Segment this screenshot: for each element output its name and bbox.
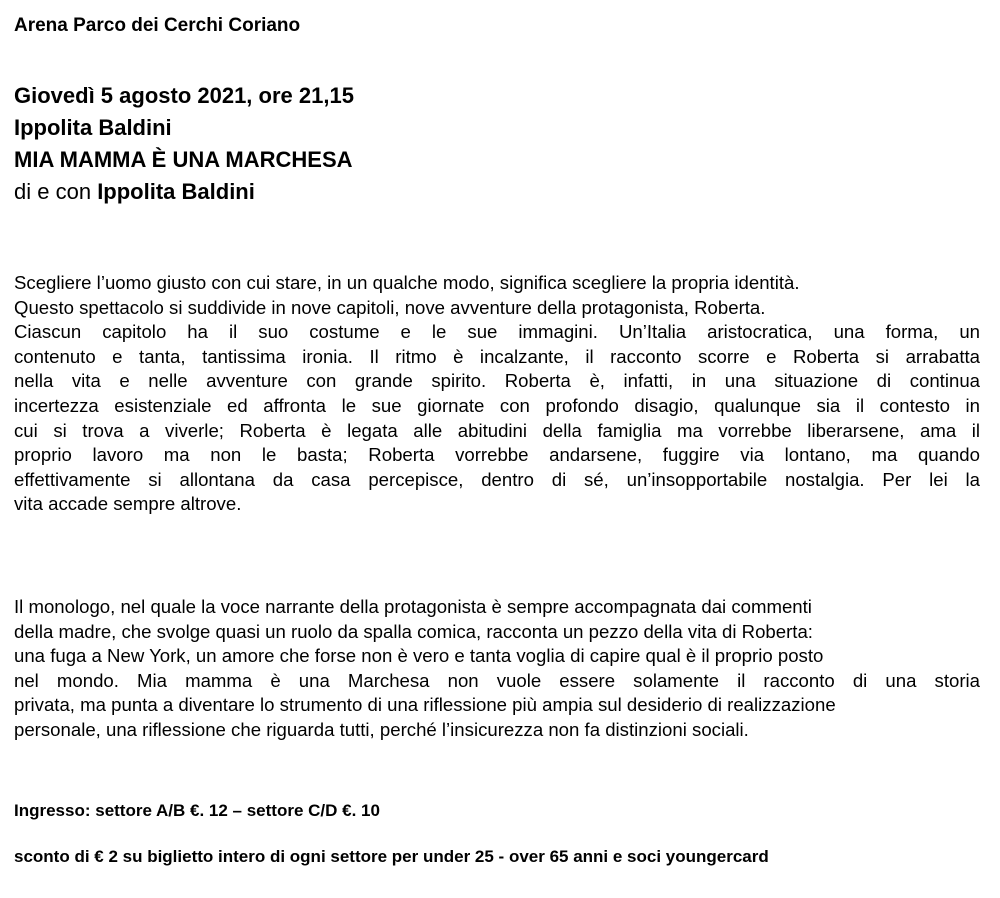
paragraph-line: nel mondo. Mia mamma è una Marchesa non vuole essere solamente il racconto di una storia: [14, 669, 980, 691]
paragraph-line: personale, una riflessione che riguarda tutti, perché l’insicurezza non fa distinzioni sociali.: [14, 718, 749, 740]
paragraph-line: cui si trova a viverle; Roberta è legata alle abitudini della famiglia ma vorrebbe liberarsene, ama il: [14, 419, 980, 441]
paragraph-line: incertezza esistenziale ed affronta le sue giornate con profondo disagio, qualunque sia il contesto in: [14, 394, 980, 416]
credit-prefix: di e con: [14, 179, 92, 204]
venue-heading: Arena Parco dei Cerchi Coriano: [14, 15, 301, 36]
credit-name: Ippolita Baldini: [97, 179, 255, 204]
paragraph-line: Il monologo, nel quale la voce narrante della protagonista è sempre accompagnata dai commenti: [14, 596, 812, 617]
description-paragraph-1: [14, 271, 980, 517]
paragraph-line: vita accade sempre altrove.: [14, 493, 242, 515]
paragraph-line: Questo spettacolo si suddivide in nove capitoli, nove avventure della protagonista, Roberta.: [14, 296, 766, 318]
paragraph-line: Ciascun capitolo ha il suo costume e le sue immagini. Un’Italia aristocratica, una forma, un: [14, 321, 980, 343]
event-header: [14, 80, 354, 208]
paragraph-line: contenuto e tanta, tantissima ironia. Il ritmo è incalzante, il racconto scorre e Roberta si arrabatta: [14, 345, 980, 367]
event-title: MIA MAMMA È UNA MARCHESA: [14, 147, 353, 172]
paragraph-line: Scegliere l’uomo giusto con cui stare, in un qualche modo, significa scegliere la propria identità.: [14, 272, 800, 293]
paragraph-line: effettivamente si allontana da casa percepisce, dentro di sé, un’insopportabile nostalgia. Per lei la: [14, 468, 980, 490]
description-paragraph-2: [14, 595, 980, 743]
ticket-discount: sconto di € 2 su biglietto intero di ogni settore per under 25 - over 65 anni e soci youngercard: [14, 847, 769, 866]
paragraph-line: della madre, che svolge quasi un ruolo da spalla comica, racconta un pezzo della vita di Roberta:: [14, 620, 813, 642]
paragraph-line: nella vita e nelle avventure con grande spirito. Roberta è, infatti, in una situazione di continua: [14, 370, 980, 392]
event-performer: Ippolita Baldini: [14, 115, 172, 140]
event-date-time: Giovedì 5 agosto 2021, ore 21,15: [14, 83, 354, 108]
event-credit: [14, 176, 354, 208]
ticket-price: Ingresso: settore A/B €. 12 – settore C/D €. 10: [14, 801, 380, 820]
paragraph-line: privata, ma punta a diventare lo strumento di una riflessione più ampia sul desiderio di realizzazione: [14, 694, 836, 716]
paragraph-line: proprio lavoro ma non le basta; Roberta vorrebbe andarsene, fuggire via lontano, ma quando: [14, 444, 980, 466]
paragraph-line: una fuga a New York, un amore che forse non è vero e tanta voglia di capire qual è il proprio posto: [14, 645, 824, 667]
